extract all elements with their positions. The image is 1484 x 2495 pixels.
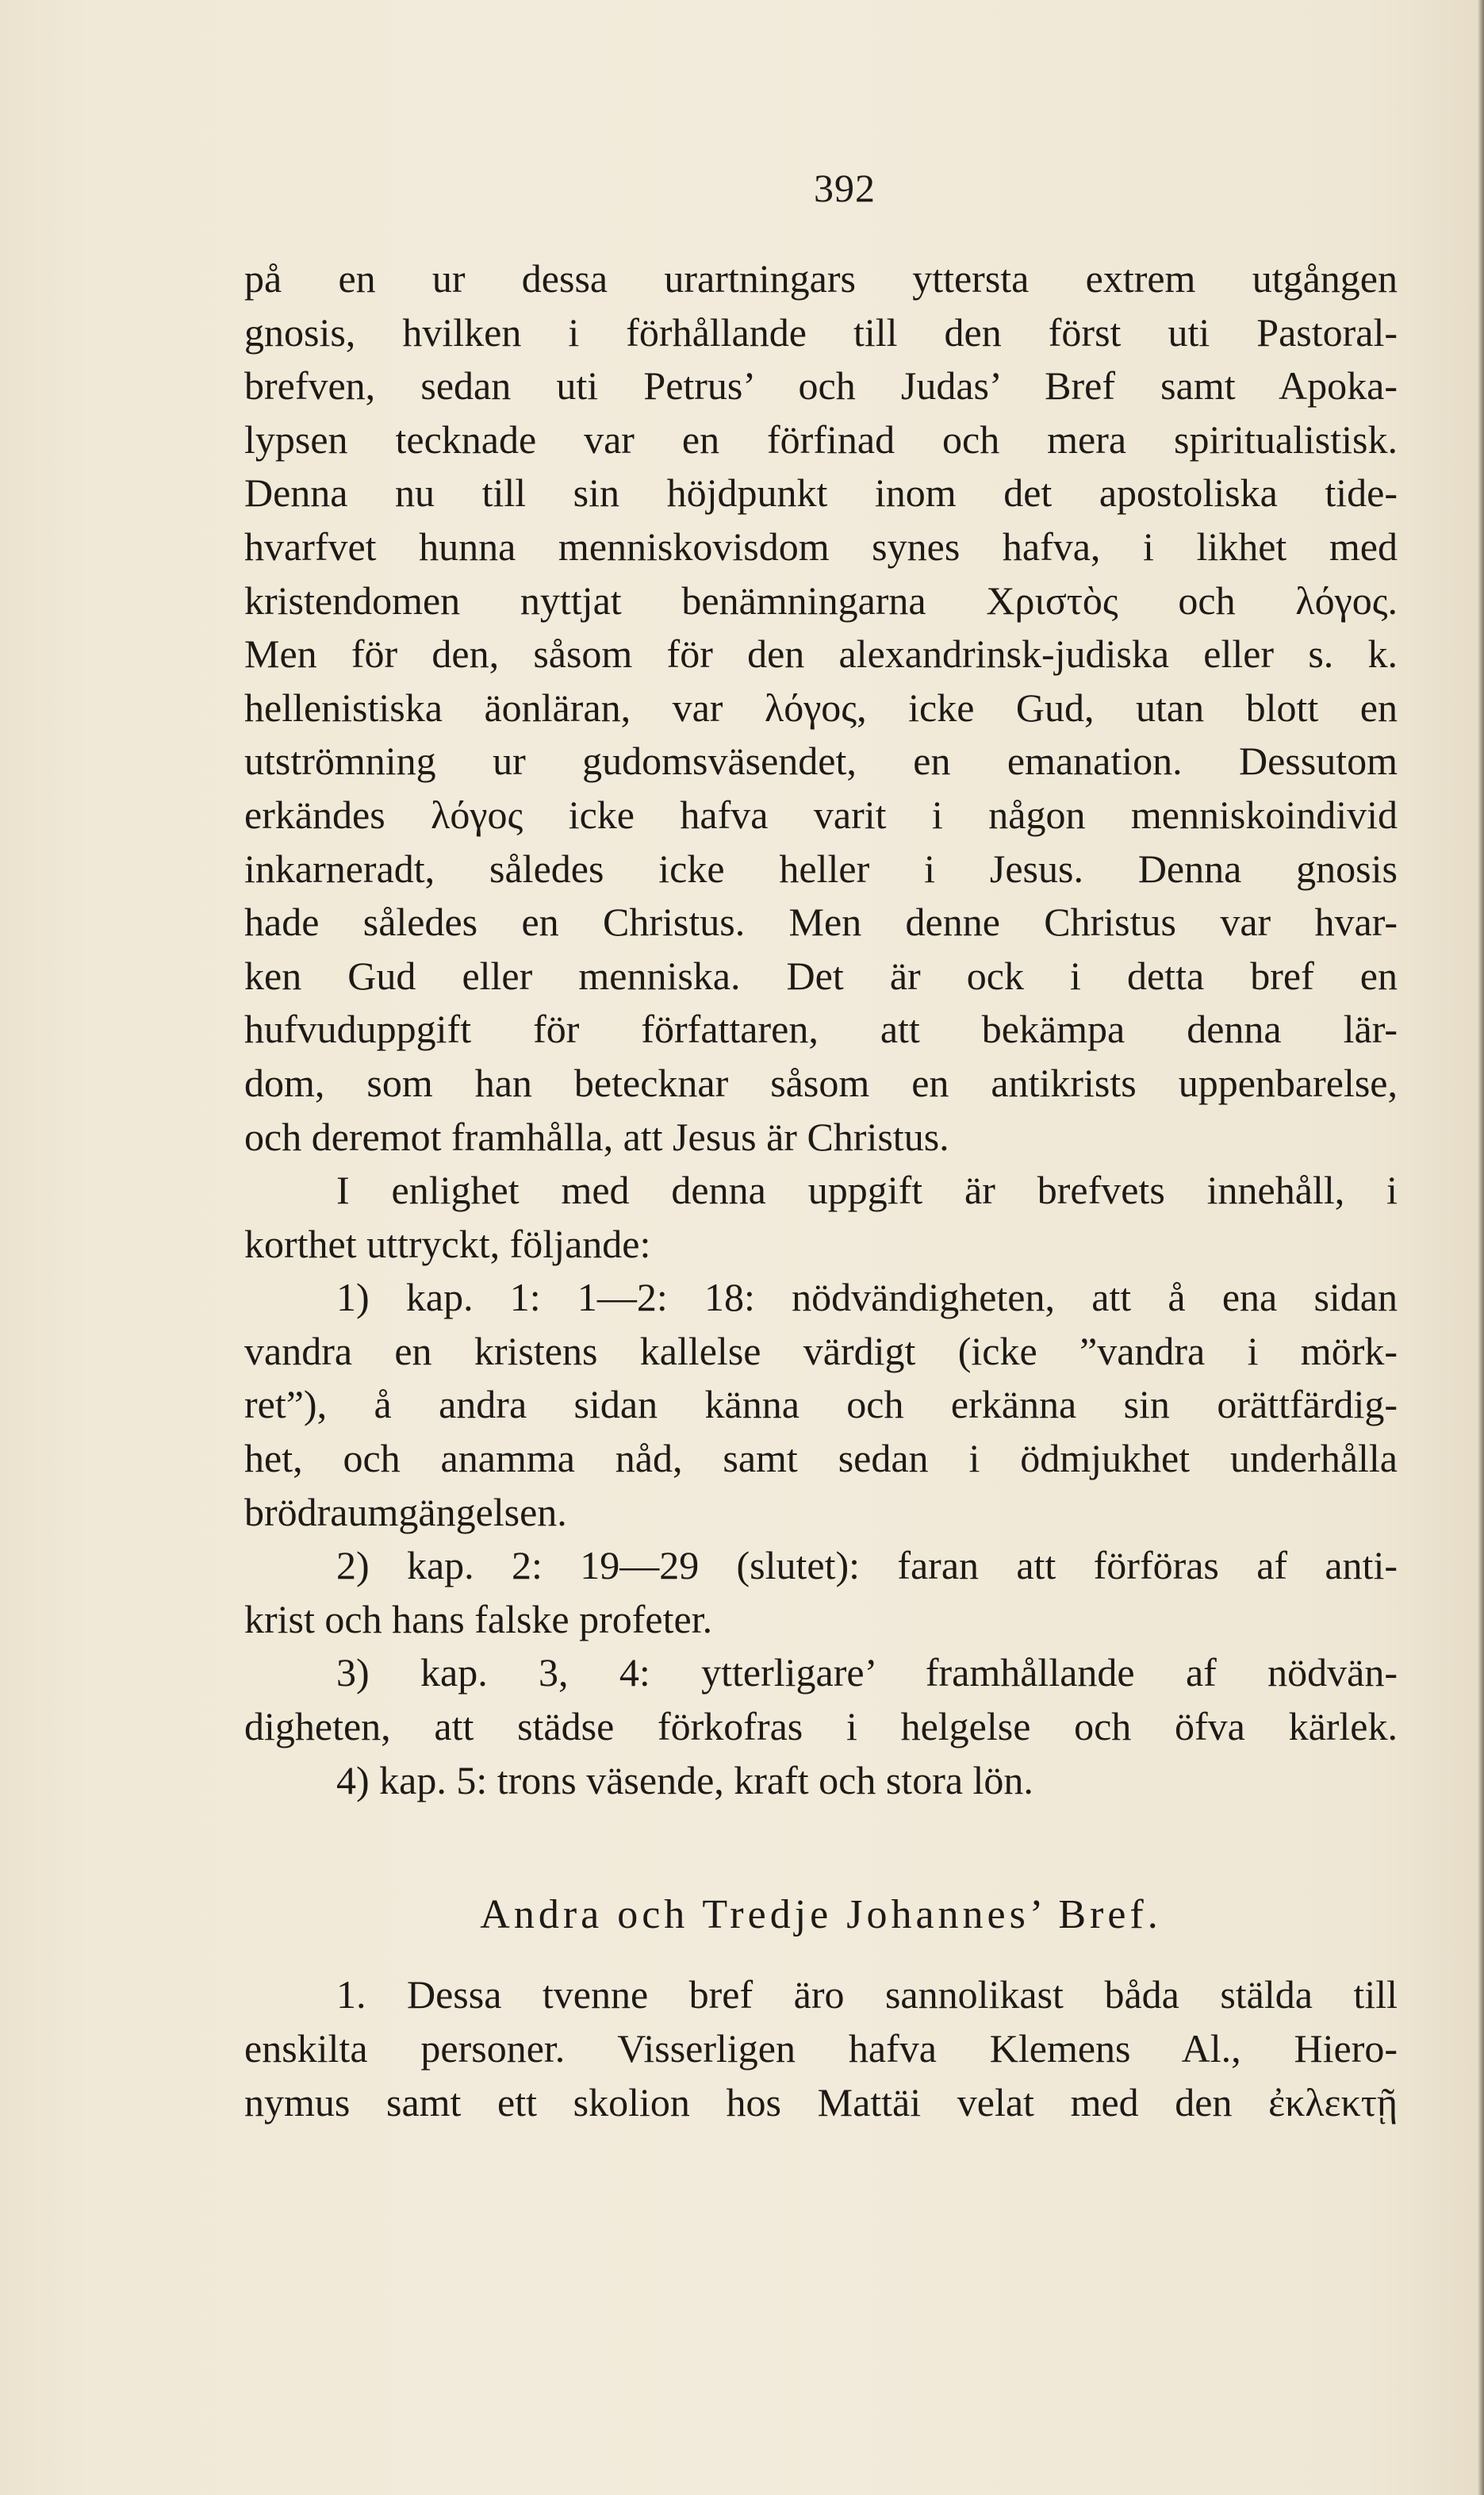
text-line: hvarfvet hunna menniskovisdom synes hafva, i likhet med — [244, 524, 1398, 569]
text-line: ken Gud eller menniska. Det är ock i detta bref en — [244, 953, 1398, 998]
text-line: inkarneradt, således icke heller i Jesus. Denna gnosis — [244, 846, 1398, 891]
text-line: enskilta personer. Visserligen hafva Klemens Al., Hiero- — [244, 2026, 1398, 2071]
text-line: Men för den, såsom för den alexandrinsk-judiska eller s. k. — [244, 631, 1398, 677]
list-item-line: digheten, att städse förkofras i helgelse och öfva kärlek. — [244, 1704, 1398, 1749]
text-line: nymus samt ett skolion hos Mattäi velat med den ἐκλεκτῇ — [244, 2079, 1398, 2125]
page-number: 392 — [814, 166, 876, 210]
text-line: 1. Dessa tvenne bref äro sannolikast båda stälda till — [336, 1972, 1398, 2017]
list-item-line: vandra en kristens kallelse värdigt (icke ”vandra i mörk- — [244, 1328, 1398, 1373]
text-line: korthet uttryckt, följande: — [244, 1221, 651, 1266]
text-line: I enlighet med denna uppgift är brefvets innehåll, i — [336, 1168, 1398, 1213]
text-line: gnosis, hvilken i förhållande till den först uti Pastoral- — [244, 309, 1398, 355]
list-item-line: 2) kap. 2: 19—29 (slutet): faran att förföras af anti- — [336, 1543, 1398, 1588]
text-line: hade således en Christus. Men denne Christus var hvar- — [244, 900, 1398, 945]
text-line: erkändes λόγος icke hafva varit i någon menniskoindivid — [244, 792, 1398, 837]
text-line: dom, som han betecknar såsom en antikrists uppenbarelse, — [244, 1060, 1398, 1105]
text-line: och deremot framhålla, att Jesus är Christus. — [244, 1114, 949, 1159]
text-line: Denna nu till sin höjdpunkt inom det apostoliska tide- — [244, 470, 1398, 516]
list-item-line: 3) kap. 3, 4: ytterligare’ framhållande af nödvän- — [336, 1650, 1398, 1695]
list-item-line: 4) kap. 5: trons väsende, kraft och stora lön. — [336, 1757, 1033, 1802]
list-item-line: ret”), å andra sidan känna och erkänna sin orättfärdig- — [244, 1382, 1398, 1427]
body-text — [244, 252, 1398, 2129]
section-spacer — [244, 1807, 1398, 1861]
list-item-line: krist och hans falske profeter. — [244, 1596, 713, 1641]
text-line: på en ur dessa urartningars yttersta extrem utgången — [244, 256, 1398, 301]
text-line: brefven, sedan uti Petrus’ och Judas’ Bref samt Apoka- — [244, 363, 1398, 409]
text-line: hellenistiska äonläran, var λόγος, icke Gud, utan blott en — [244, 685, 1398, 730]
text-line: hufvuduppgift för författaren, att bekämpa denna lär- — [244, 1007, 1398, 1052]
list-item-line: brödraumgängelsen. — [244, 1489, 567, 1534]
section-heading: Andra och Tredje Johannes’ Bref. — [480, 1891, 1162, 1937]
section-spacer — [244, 1941, 1398, 1968]
text-line: utströmning ur gudomsväsendet, en emanation. Dessutom — [244, 739, 1398, 784]
section-spacer — [244, 1861, 1398, 1888]
text-line: lypsen tecknade var en förfinad och mera spiritualistisk. — [244, 416, 1398, 462]
list-item-line: het, och anamma nåd, samt sedan i ödmjukhet underhålla — [244, 1436, 1398, 1481]
page-edge-shadow — [1478, 0, 1484, 2495]
text-line: kristendomen nyttjat benämningarna Χριστὸς och λόγος. — [244, 578, 1398, 623]
list-item-line: 1) kap. 1: 1—2: 18: nödvändigheten, att å ena sidan — [336, 1275, 1398, 1320]
